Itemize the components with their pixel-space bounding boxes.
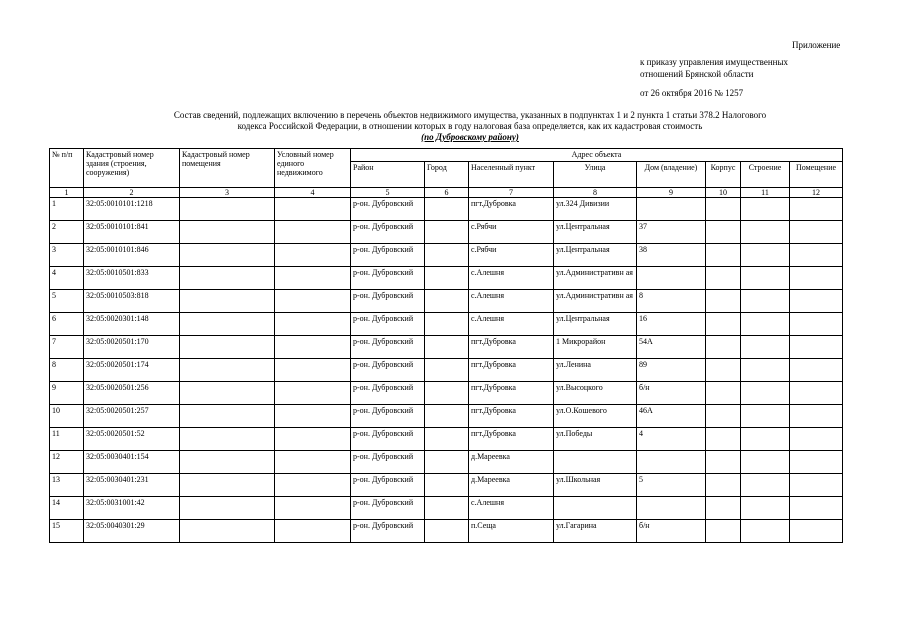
cell-street: ул.Школьная <box>554 474 637 497</box>
cell-premise-cad <box>180 221 275 244</box>
cell-settlement: пгт.Дубровка <box>469 359 554 382</box>
cell-settlement: пгт.Дубровка <box>469 382 554 405</box>
cell-structure <box>741 520 790 543</box>
cell-district: р-он. Дубровский <box>351 244 425 267</box>
cell-no: 14 <box>50 497 84 520</box>
cell-house: 5 <box>637 474 706 497</box>
cell-house: 37 <box>637 221 706 244</box>
cell-settlement: с.Алешня <box>469 267 554 290</box>
table-row <box>50 451 843 474</box>
cell-district: р-он. Дубровский <box>351 336 425 359</box>
col-number: 3 <box>180 188 275 198</box>
cell-building-cad: 32:05:0020501:256 <box>84 382 180 405</box>
cell-no: 3 <box>50 244 84 267</box>
cell-corpus <box>706 405 741 428</box>
cell-corpus <box>706 451 741 474</box>
cell-street: ул.Административн ая <box>554 290 637 313</box>
table-body <box>50 198 843 543</box>
cell-district: р-он. Дубровский <box>351 428 425 451</box>
cell-no: 9 <box>50 382 84 405</box>
cell-city <box>425 428 469 451</box>
cell-corpus <box>706 382 741 405</box>
column-numbers-row <box>50 188 843 198</box>
cell-building-cad: 32:05:0020501:170 <box>84 336 180 359</box>
cell-building-cad: 32:05:0031001:42 <box>84 497 180 520</box>
cell-structure <box>741 474 790 497</box>
document-heading <box>110 110 830 143</box>
header-house: Дом (владение) <box>637 162 706 188</box>
cell-conditional-no <box>275 313 351 336</box>
cell-room <box>790 428 843 451</box>
cell-street: ул.Центральная <box>554 244 637 267</box>
cell-structure <box>741 290 790 313</box>
table-row <box>50 336 843 359</box>
cell-room <box>790 290 843 313</box>
cell-structure <box>741 313 790 336</box>
cell-corpus <box>706 267 741 290</box>
col-number: 1 <box>50 188 84 198</box>
order-line-2: отношений Брянской области <box>640 68 754 79</box>
cell-structure <box>741 267 790 290</box>
cell-district: р-он. Дубровский <box>351 221 425 244</box>
cell-no: 15 <box>50 520 84 543</box>
cell-room <box>790 451 843 474</box>
cell-room <box>790 221 843 244</box>
cell-room <box>790 405 843 428</box>
cell-structure <box>741 198 790 221</box>
table-row <box>50 359 843 382</box>
cell-no: 7 <box>50 336 84 359</box>
cell-premise-cad <box>180 267 275 290</box>
cell-street: ул.Административн ая <box>554 267 637 290</box>
cell-district: р-он. Дубровский <box>351 497 425 520</box>
cell-district: р-он. Дубровский <box>351 267 425 290</box>
table-row <box>50 428 843 451</box>
cell-building-cad: 32:05:0010501:833 <box>84 267 180 290</box>
cell-conditional-no <box>275 359 351 382</box>
header-corpus: Корпус <box>706 162 741 188</box>
cell-district: р-он. Дубровский <box>351 290 425 313</box>
cell-room <box>790 267 843 290</box>
cell-corpus <box>706 221 741 244</box>
cell-city <box>425 221 469 244</box>
cell-city <box>425 267 469 290</box>
cell-conditional-no <box>275 198 351 221</box>
cell-structure <box>741 359 790 382</box>
cell-room <box>790 474 843 497</box>
heading-line-1: Состав сведений, подлежащих включению в перечень объектов недвижимого имущества, указанных в подпунктах 1 и 2 пункта 1 статьи 378.2 Налогового <box>173 110 767 120</box>
property-table <box>49 148 843 543</box>
cell-building-cad: 32:05:0020501:257 <box>84 405 180 428</box>
header-street: Улица <box>554 162 637 188</box>
header-room: Помещение <box>790 162 843 188</box>
cell-corpus <box>706 244 741 267</box>
cell-structure <box>741 497 790 520</box>
cell-street: ул.Центральная <box>554 313 637 336</box>
cell-house: 16 <box>637 313 706 336</box>
cell-structure <box>741 428 790 451</box>
cell-corpus <box>706 359 741 382</box>
cell-structure <box>741 244 790 267</box>
cell-city <box>425 359 469 382</box>
cell-corpus <box>706 290 741 313</box>
header-building-cad: Кадастровый номер здания (строения, сооружения) <box>84 149 180 188</box>
cell-city <box>425 244 469 267</box>
header-no: № п/п <box>50 149 84 188</box>
cell-house: б/н <box>637 382 706 405</box>
cell-house: 4 <box>637 428 706 451</box>
cell-street: ул.Ленина <box>554 359 637 382</box>
cell-no: 4 <box>50 267 84 290</box>
cell-settlement: п.Сеща <box>469 520 554 543</box>
header-city: Город <box>425 162 469 188</box>
cell-settlement: с.Алешня <box>469 497 554 520</box>
cell-street <box>554 451 637 474</box>
cell-district: р-он. Дубровский <box>351 451 425 474</box>
cell-settlement: пгт.Дубровка <box>469 198 554 221</box>
cell-no: 8 <box>50 359 84 382</box>
appendix-label: Приложение <box>792 40 841 50</box>
cell-corpus <box>706 474 741 497</box>
cell-settlement: д.Мареевка <box>469 474 554 497</box>
table-row <box>50 221 843 244</box>
cell-house <box>637 198 706 221</box>
cell-city <box>425 313 469 336</box>
cell-street: ул.Гагарина <box>554 520 637 543</box>
cell-room <box>790 382 843 405</box>
cell-structure <box>741 221 790 244</box>
cell-building-cad: 32:05:0030401:154 <box>84 451 180 474</box>
col-number: 7 <box>469 188 554 198</box>
cell-house <box>637 451 706 474</box>
order-line-1: к приказу управления имущественных <box>640 57 789 67</box>
cell-structure <box>741 405 790 428</box>
cell-premise-cad <box>180 474 275 497</box>
cell-house: 54А <box>637 336 706 359</box>
cell-corpus <box>706 520 741 543</box>
col-number: 10 <box>706 188 741 198</box>
col-number: 11 <box>741 188 790 198</box>
cell-building-cad: 32:05:0010101:841 <box>84 221 180 244</box>
header-conditional-no: Условный номер единого недвижимого <box>275 149 351 188</box>
cell-city <box>425 405 469 428</box>
cell-conditional-no <box>275 336 351 359</box>
cell-district: р-он. Дубровский <box>351 198 425 221</box>
cell-street <box>554 497 637 520</box>
cell-no: 2 <box>50 221 84 244</box>
table-row <box>50 267 843 290</box>
table-row <box>50 313 843 336</box>
cell-structure <box>741 382 790 405</box>
cell-district: р-он. Дубровский <box>351 382 425 405</box>
cell-building-cad: 32:05:0010503:818 <box>84 290 180 313</box>
header-address: Адрес объекта <box>351 149 843 162</box>
cell-city <box>425 198 469 221</box>
cell-room <box>790 336 843 359</box>
cell-street: ул.324 Дивизии <box>554 198 637 221</box>
cell-room <box>790 198 843 221</box>
cell-premise-cad <box>180 451 275 474</box>
col-number: 4 <box>275 188 351 198</box>
cell-room <box>790 520 843 543</box>
header-settlement: Населенный пункт <box>469 162 554 188</box>
cell-no: 5 <box>50 290 84 313</box>
col-number: 6 <box>425 188 469 198</box>
cell-conditional-no <box>275 451 351 474</box>
cell-premise-cad <box>180 244 275 267</box>
cell-building-cad: 32:05:0010101:1218 <box>84 198 180 221</box>
cell-city <box>425 451 469 474</box>
cell-district: р-он. Дубровский <box>351 520 425 543</box>
heading-district: (по Дубровскому району) <box>421 132 519 142</box>
cell-settlement: с.Алешня <box>469 313 554 336</box>
cell-premise-cad <box>180 497 275 520</box>
table-row <box>50 290 843 313</box>
cell-house <box>637 267 706 290</box>
cell-no: 13 <box>50 474 84 497</box>
cell-city <box>425 520 469 543</box>
cell-city <box>425 474 469 497</box>
cell-premise-cad <box>180 313 275 336</box>
cell-premise-cad <box>180 382 275 405</box>
cell-house: б/н <box>637 520 706 543</box>
cell-city <box>425 290 469 313</box>
cell-no: 6 <box>50 313 84 336</box>
cell-premise-cad <box>180 198 275 221</box>
cell-premise-cad <box>180 405 275 428</box>
cell-building-cad: 32:05:0020301:148 <box>84 313 180 336</box>
cell-premise-cad <box>180 520 275 543</box>
cell-city <box>425 497 469 520</box>
cell-conditional-no <box>275 267 351 290</box>
cell-settlement: с.Алешня <box>469 290 554 313</box>
cell-house: 8 <box>637 290 706 313</box>
cell-settlement: пгт.Дубровка <box>469 428 554 451</box>
cell-room <box>790 244 843 267</box>
table-row <box>50 198 843 221</box>
cell-corpus <box>706 336 741 359</box>
cell-settlement: д.Мареевка <box>469 451 554 474</box>
cell-street: ул.Центральная <box>554 221 637 244</box>
order-date: от 26 октября 2016 № 1257 <box>640 88 744 98</box>
cell-conditional-no <box>275 244 351 267</box>
order-reference <box>640 57 788 100</box>
col-number: 2 <box>84 188 180 198</box>
cell-settlement: с.Рябчи <box>469 221 554 244</box>
cell-city <box>425 382 469 405</box>
cell-conditional-no <box>275 221 351 244</box>
cell-room <box>790 313 843 336</box>
cell-building-cad: 32:05:0020501:52 <box>84 428 180 451</box>
cell-house: 38 <box>637 244 706 267</box>
cell-premise-cad <box>180 290 275 313</box>
cell-conditional-no <box>275 520 351 543</box>
cell-conditional-no <box>275 474 351 497</box>
cell-premise-cad <box>180 359 275 382</box>
cell-settlement: с.Рябчи <box>469 244 554 267</box>
cell-corpus <box>706 198 741 221</box>
table-row <box>50 382 843 405</box>
cell-no: 12 <box>50 451 84 474</box>
cell-district: р-он. Дубровский <box>351 474 425 497</box>
header-district: Район <box>351 162 425 188</box>
cell-conditional-no <box>275 290 351 313</box>
cell-corpus <box>706 497 741 520</box>
table-row <box>50 405 843 428</box>
cell-district: р-он. Дубровский <box>351 359 425 382</box>
cell-house <box>637 497 706 520</box>
cell-room <box>790 497 843 520</box>
cell-structure <box>741 336 790 359</box>
col-number: 9 <box>637 188 706 198</box>
cell-city <box>425 336 469 359</box>
cell-conditional-no <box>275 497 351 520</box>
table-row <box>50 497 843 520</box>
cell-settlement: пгт.Дубровка <box>469 405 554 428</box>
cell-street: ул.Победы <box>554 428 637 451</box>
cell-building-cad: 32:05:0010101:846 <box>84 244 180 267</box>
header-structure: Строение <box>741 162 790 188</box>
table-row <box>50 474 843 497</box>
table-row <box>50 244 843 267</box>
cell-premise-cad <box>180 336 275 359</box>
cell-conditional-no <box>275 382 351 405</box>
cell-corpus <box>706 428 741 451</box>
cell-corpus <box>706 313 741 336</box>
cell-no: 10 <box>50 405 84 428</box>
cell-building-cad: 32:05:0030401:231 <box>84 474 180 497</box>
cell-no: 11 <box>50 428 84 451</box>
cell-premise-cad <box>180 428 275 451</box>
cell-building-cad: 32:05:0020501:174 <box>84 359 180 382</box>
cell-room <box>790 359 843 382</box>
header-premise-cad: Кадастровый номер помещения <box>180 149 275 188</box>
cell-district: р-он. Дубровский <box>351 313 425 336</box>
cell-house: 89 <box>637 359 706 382</box>
cell-no: 1 <box>50 198 84 221</box>
cell-street: ул.О.Кошевого <box>554 405 637 428</box>
cell-district: р-он. Дубровский <box>351 405 425 428</box>
cell-building-cad: 32:05:0040301:29 <box>84 520 180 543</box>
col-number: 12 <box>790 188 843 198</box>
col-number: 8 <box>554 188 637 198</box>
cell-conditional-no <box>275 405 351 428</box>
heading-line-2: кодекса Российской Федерации, в отношении которых в году налоговая база определяется, как их кадастровая стоимость <box>237 121 703 131</box>
cell-street: 1 Микрорайон <box>554 336 637 359</box>
cell-structure <box>741 451 790 474</box>
cell-settlement: пгт.Дубровка <box>469 336 554 359</box>
cell-house: 46А <box>637 405 706 428</box>
col-number: 5 <box>351 188 425 198</box>
cell-street: ул.Высоцкого <box>554 382 637 405</box>
cell-conditional-no <box>275 428 351 451</box>
table-row <box>50 520 843 543</box>
